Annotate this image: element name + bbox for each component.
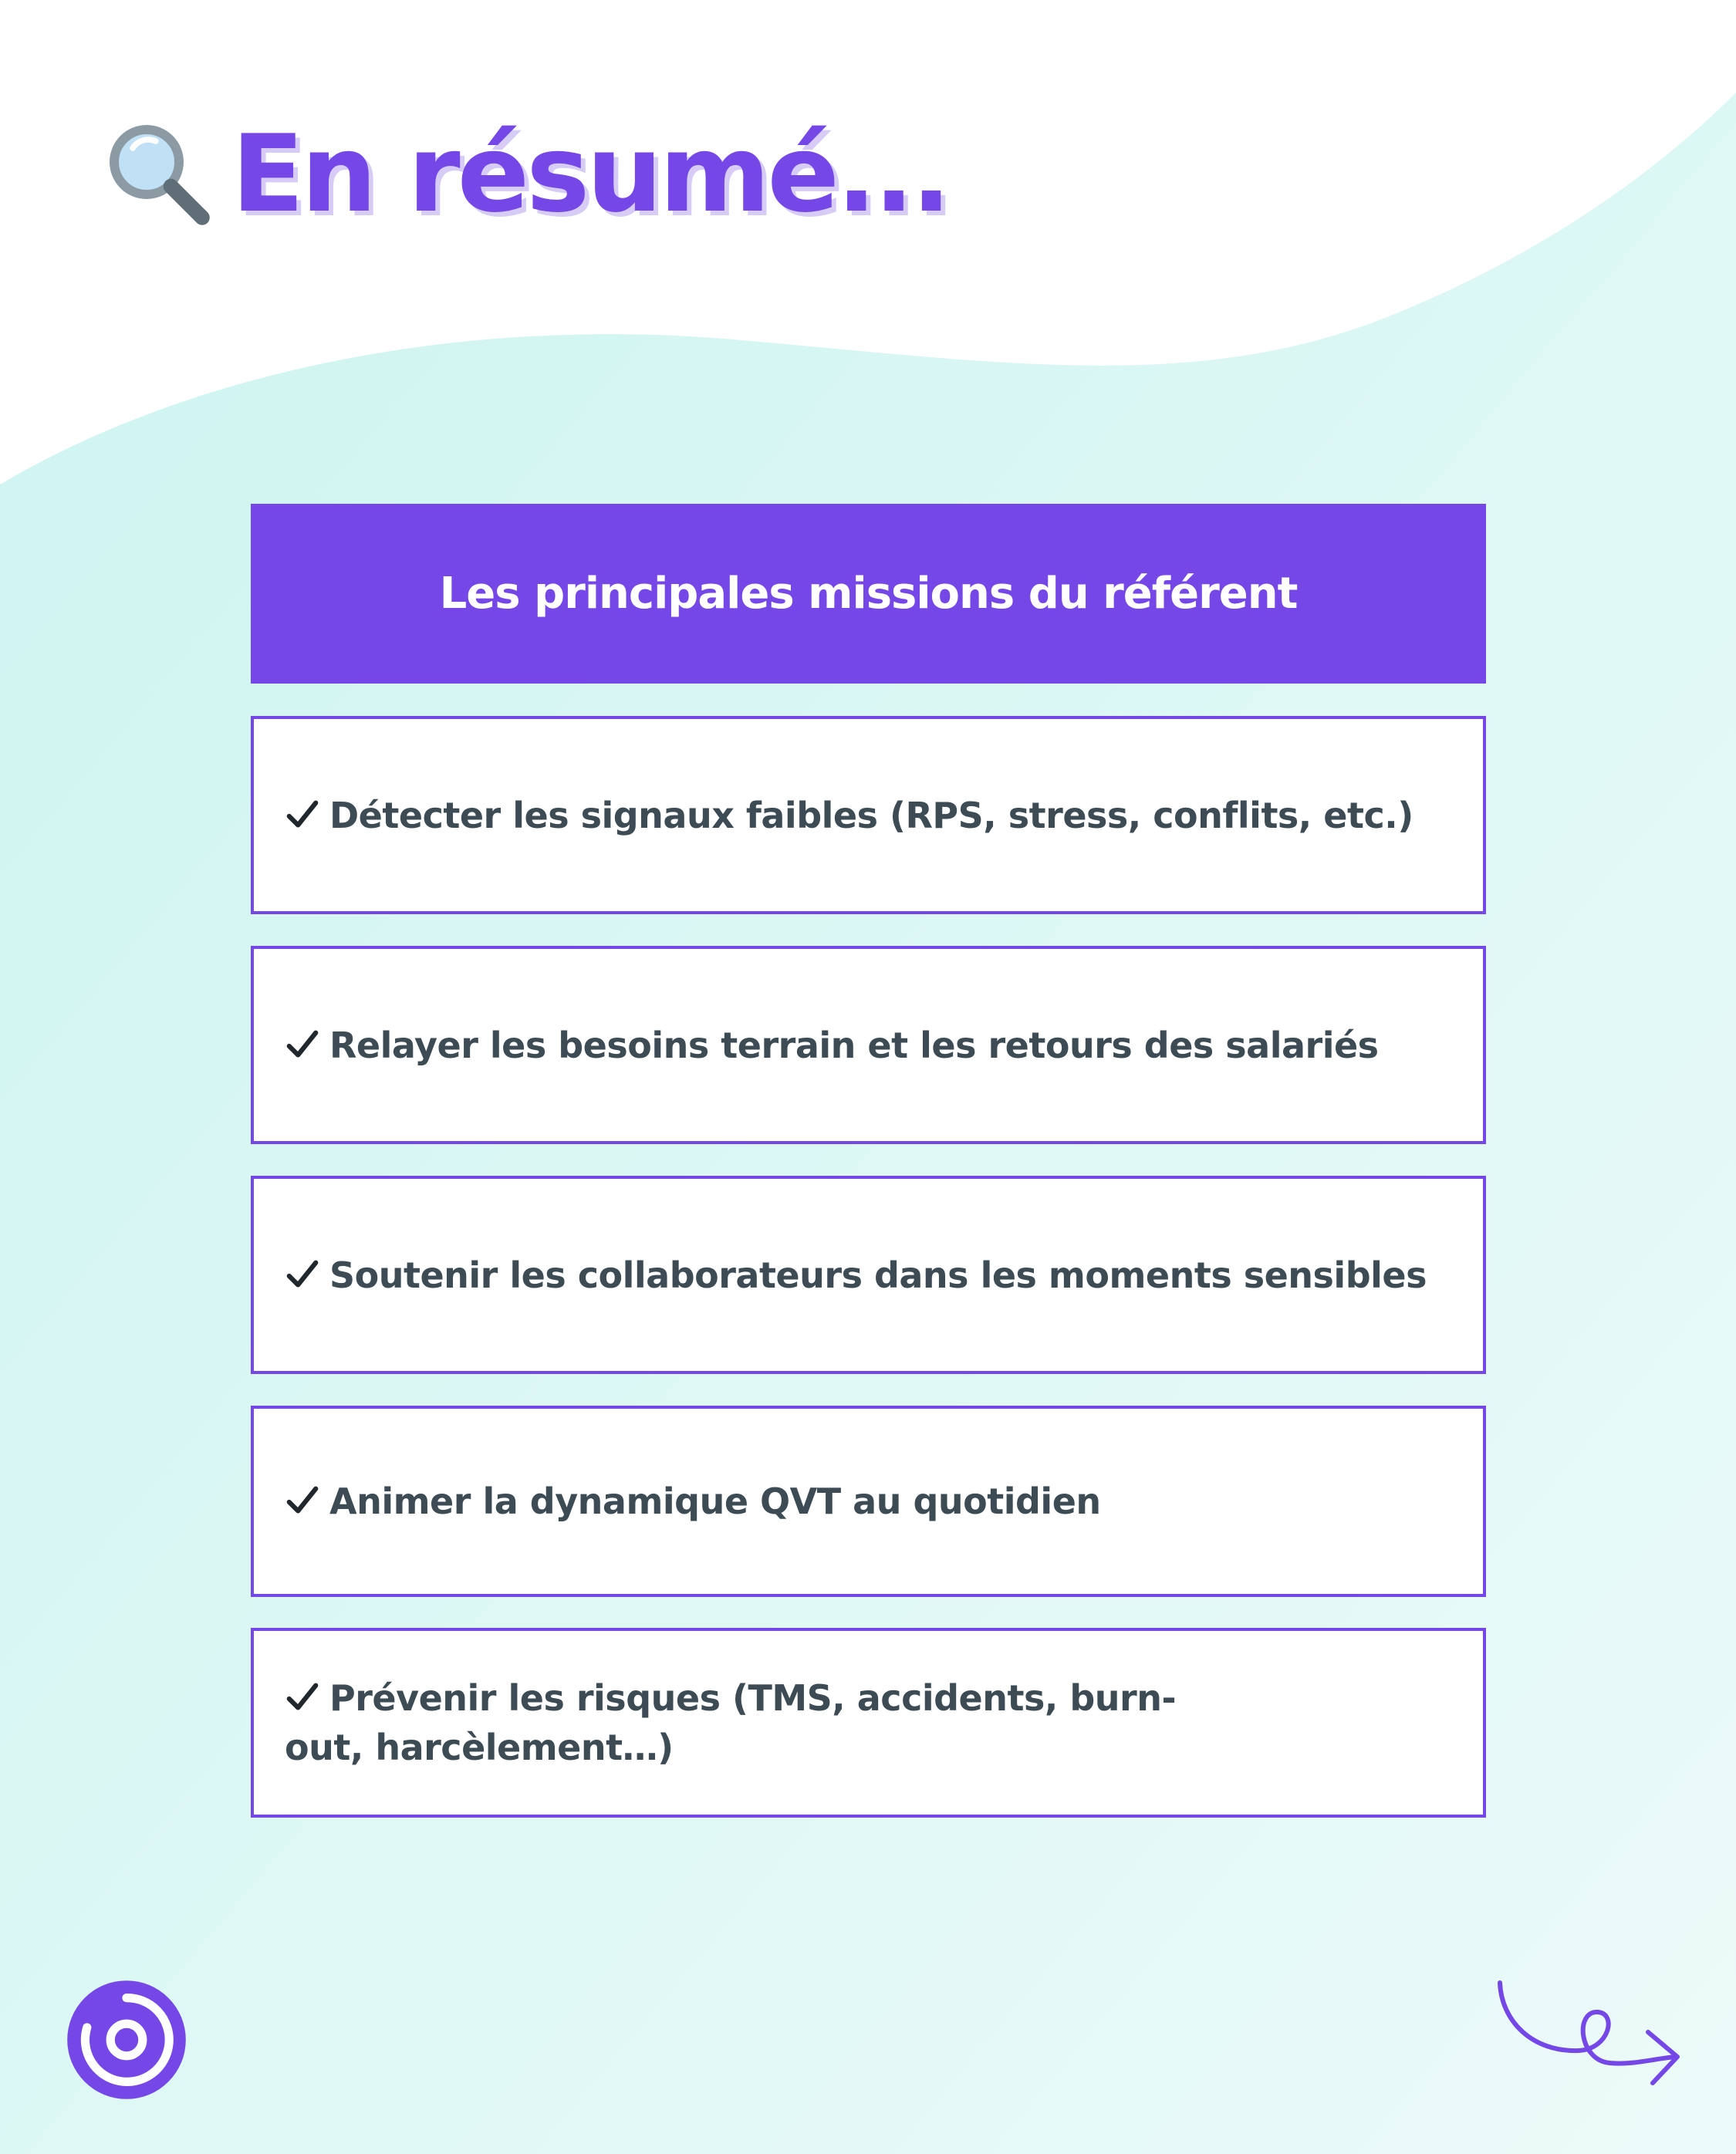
missions-card-title: Les principales missions du référent: [251, 504, 1486, 684]
page-title: En résumé...: [231, 111, 949, 236]
curly-arrow-right-icon[interactable]: [1494, 1967, 1687, 2106]
page-header: [100, 108, 948, 239]
mission-item: [251, 716, 1486, 914]
mission-item-label: Détecter les signaux faibles (RPS, stress, conflits, etc.): [329, 794, 1413, 836]
checkmark-icon: [285, 1680, 320, 1715]
checkmark-icon: [285, 1027, 320, 1062]
checkmark-icon: [285, 1483, 320, 1518]
brand-logo-icon: [65, 1978, 188, 2102]
mission-item-label: Soutenir les collaborateurs dans les moments sensibles: [329, 1254, 1427, 1296]
mission-item: [251, 946, 1486, 1144]
mission-item: [251, 1406, 1486, 1597]
mission-item-label: Animer la dynamique QVT au quotidien: [329, 1480, 1101, 1522]
mission-item: [251, 1176, 1486, 1374]
mission-item-label: Relayer les besoins terrain et les retours des salariés: [329, 1024, 1379, 1066]
magnifying-glass-icon: [100, 116, 216, 231]
mission-item-label: Prévenir les risques (TMS, accidents, burn-out, harcèlement…): [285, 1677, 1177, 1768]
checkmark-icon: [285, 797, 320, 832]
checkmark-icon: [285, 1257, 320, 1292]
mission-item: [251, 1628, 1486, 1818]
